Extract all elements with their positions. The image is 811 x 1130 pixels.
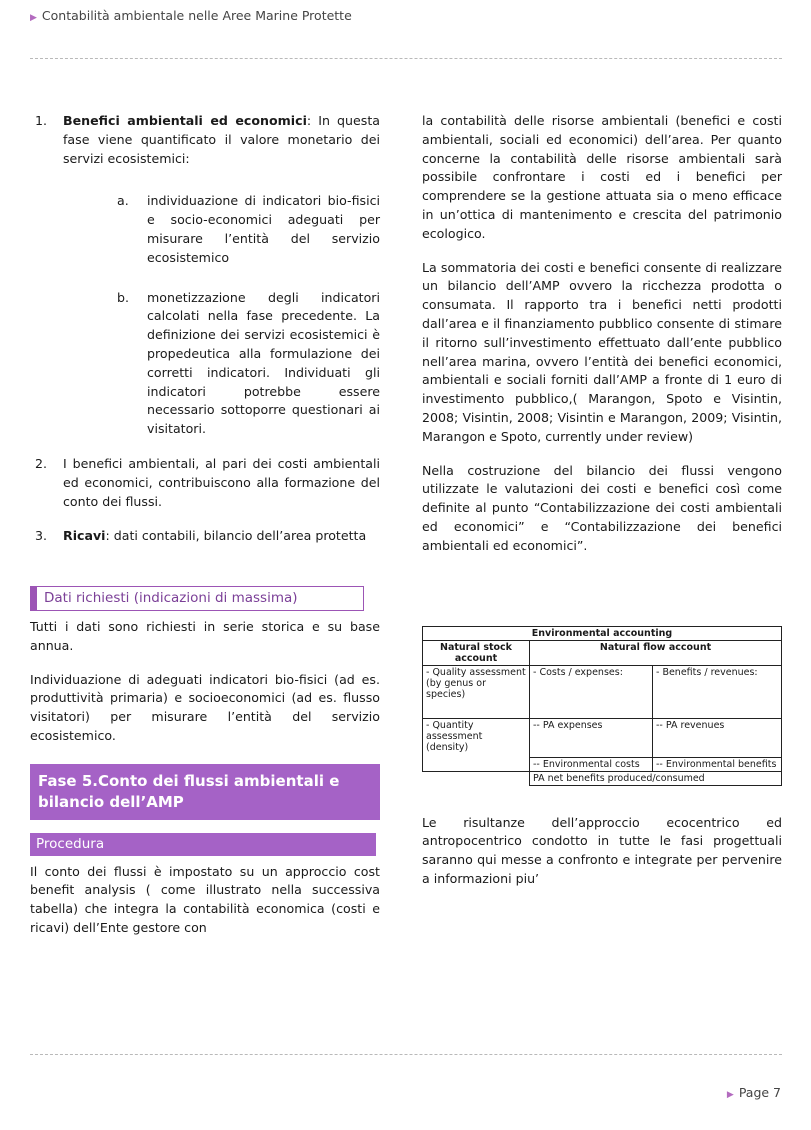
table-cell: -- PA expenses [530,718,653,757]
sub-item-letter: b. [117,289,129,305]
item-term: Benefici ambientali ed economici [63,113,307,128]
steps-list [30,112,380,546]
item-number: 2. [35,455,48,471]
sub-list-item [114,289,380,439]
phase-heading: Fase 5.Conto dei flussi ambientali e bilancio dell’AMP [30,764,380,820]
running-header [30,8,352,23]
table-header-flow: Natural flow account [530,640,782,665]
item-text: I benefici ambientali, al pari dei costi ambientali ed economici, contribuiscono alla formazione del conto dei flussi. [63,455,380,509]
item-text: : In questa fase viene quantificato il valore monetario dei servizi ecosistemici: [63,113,380,166]
dati-paragraph-2: Individuazione di adeguati indicatori bio-fisici (ad es. produttività primaria) e socioeconomici (ad es. flusso visitatori) per misurare l’entità del servizio ecosistemico. [30,671,380,743]
list-item [30,455,380,511]
right-paragraph-4: Le risultanze dell’approccio ecocentrico ed antropocentrico condotto in tutte le fasi progettuali saranno qui messe a confronto e integrate per pervenire a informazioni piu’ [422,814,782,886]
right-paragraph-2: La sommatoria dei costi e benefici consente di realizzare un bilancio dell’AMP ovvero la ricchezza prodotta o consumata. Il rapporto tra i benefici netti prodotti dall’area e il finanziamento pubblico consente di stimare il ritorno sull’investimento effettuato dall’ente pubblico nell’area marina, ovvero l’entità dei benefici economici, ambientali e sociali forniti dall’AMP a fronte di 1 euro di investimento pubblico,( Marangon, Spoto e Visintin, 2008; Visintin, 2008; Visintin e Marangon, 2009; Visintin, Marangon e Spoto, currently under review) [422,259,782,444]
footer-divider [30,1054,782,1055]
page-number-label: Page 7 [738,1085,781,1100]
right-paragraph-1: la contabilità delle risorse ambientali (benefici e costi ambientali, sociali ed economici) dell’area. Per quanto concerne la contabilità delle risorse ambientali sarà possibile confrontare i costi ed i benefici per comprendere se la gestione attuata sia o meno efficace in un’ottica di mantenimento e crescita del patrimonio ecologico. [422,113,782,241]
table-cell: - Benefits / revenues: [653,665,782,718]
right-paragraph-3: Nella costruzione del bilancio dei flussi vengono utilizzate le valutazioni dei costi e benefici così come definite al punto “Contabilizzazione dei costi ambientali ed economici” e “Contabilizzazione dei benefici ambientali ed economici”. [422,462,782,553]
table-cell: - Costs / expenses: [530,665,653,718]
left-column [30,112,380,953]
item-text: : dati contabili, bilancio dell’area protetta [105,528,367,544]
item-term: Ricavi [63,528,106,544]
table-cell: - Quantity assessment (density) [423,718,530,771]
sub-list-item [114,192,380,267]
table-cell: -- PA revenues [653,718,782,757]
table-header-stock: Natural stock account [423,640,530,665]
triangle-bullet-icon: ▶ [30,13,37,23]
section-heading-dati: Dati richiesti (indicazioni di massima) [30,586,364,611]
procedura-paragraph: Il conto dei flussi è impostato su un approccio cost benefit analysis ( come illustrato nella successiva tabella) che integra la contabilità economica (costi e ricavi) dell’Ente gestore con [30,863,380,935]
table-cell: - Quality assessment (by genus or species) [423,665,530,718]
right-column [422,112,782,904]
table-cell: -- Environmental benefits [653,757,782,771]
sub-item-text: monetizzazione degli indicatori calcolati nella fase precedente. La definizione dei servizi ecosistemici è propedeutica alla formulazione dei corretti indicatori. Individuati gli indicatori potrebbe essere necessario sottoporre questionari ai visitatori. [147,289,380,437]
triangle-bullet-icon: ▶ [726,1090,734,1100]
sub-item-text: individuazione di indicatori bio-fisici e socio-economici adeguati per misurare l’entità del servizio ecosistemico [147,193,380,265]
environmental-accounting-table [422,626,782,786]
item-number: 1. [35,113,48,128]
sub-list [63,192,380,439]
sub-item-letter: a. [117,193,129,209]
running-title: Contabilità ambientale nelle Aree Marine Protette [41,8,352,23]
dati-paragraph-1: Tutti i dati sono richiesti in serie storica e su base annua. [30,618,380,653]
table-title: Environmental accounting [423,626,782,640]
item-number: 3. [35,528,48,544]
list-item [30,527,380,546]
section-heading-procedura: Procedura [30,833,376,856]
table-empty-cell [423,771,530,785]
table-cell: -- Environmental costs [530,757,653,771]
list-item [30,112,380,439]
page-number [727,1085,781,1100]
header-divider [30,58,782,59]
table-cell-net: PA net benefits produced/consumed [530,771,782,785]
